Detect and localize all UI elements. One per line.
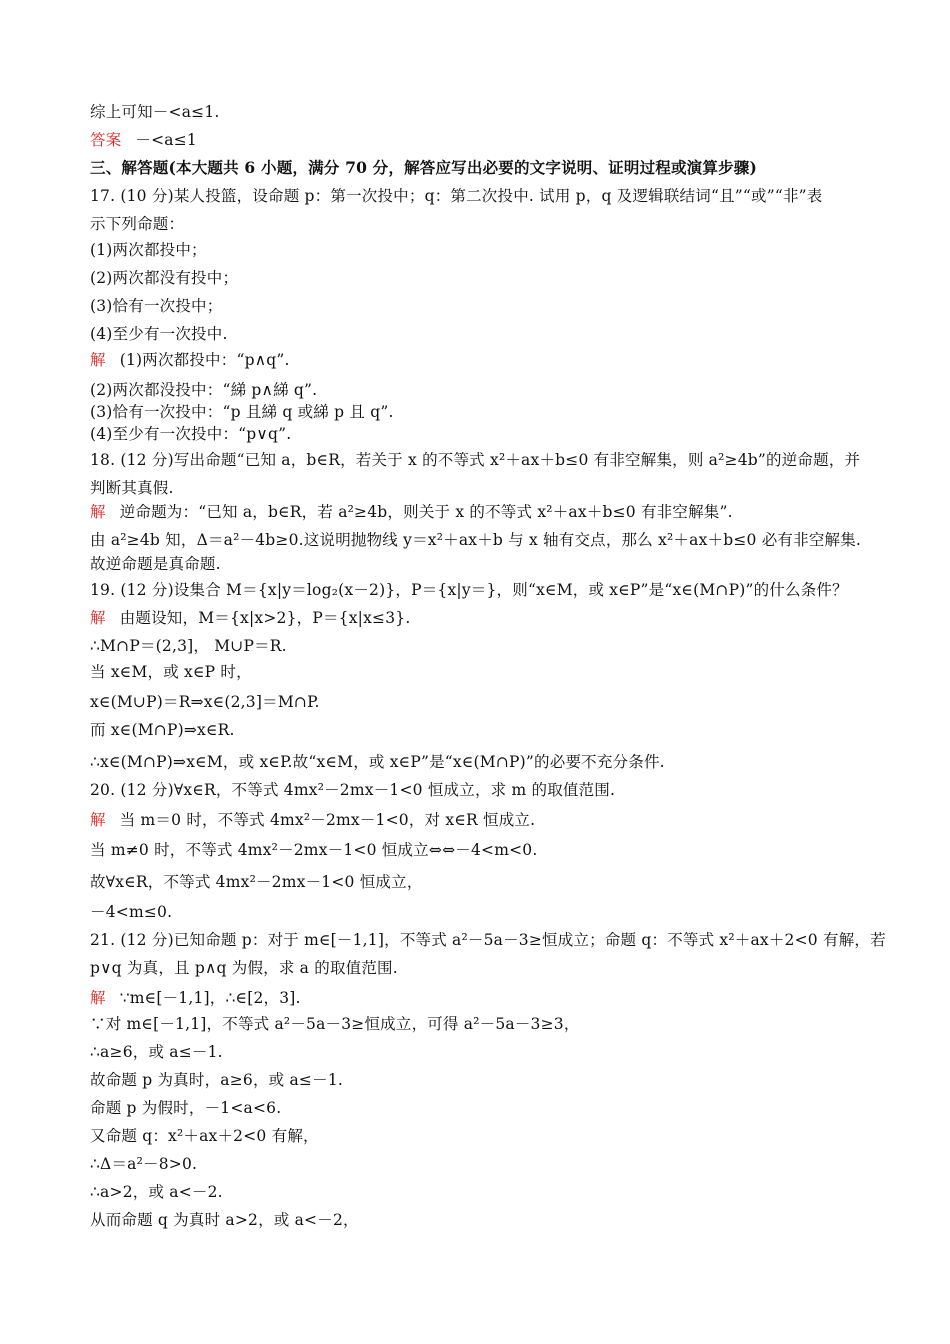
text-line <box>90 350 290 370</box>
line-text: 三、解答题(本大题共 6 小题，满分 70 分，解答应写出必要的文字说明、证明过程或演算步骤) <box>90 158 758 177</box>
text-line <box>90 324 228 344</box>
text-line <box>90 1126 319 1146</box>
text-line <box>90 296 222 316</box>
line-text: 21. (12 分)已知命题 p：对于 m∈[－1,1]，不等式 a²－5a－3≥恒成立；命题 q：不等式 x²＋ax＋2<0 有解，若 <box>90 931 886 949</box>
line-text: 18. (12 分)写出命题“已知 a，b∈R，若关于 x 的不等式 x²＋ax＋b≤0 有非空解集，则 a²≥4b”的逆命题，并 <box>90 451 861 469</box>
text-line <box>90 214 184 234</box>
line-text: ∵对 m∈[－1,1]，不等式 a²－5a－3≥恒成立，可得 a²－5a－3≥3， <box>90 1015 580 1033</box>
line-text: (1)两次都投中； <box>90 241 207 259</box>
text-line <box>90 1154 197 1174</box>
text-line <box>90 502 733 522</box>
line-text: ∴Δ＝a²－8>0. <box>90 1155 198 1173</box>
line-text: (4)至少有一次投中. <box>90 325 228 343</box>
text-line <box>90 872 423 892</box>
line-text: 故命题 p 为真时，a≥6，或 a≤－1. <box>90 1071 344 1089</box>
line-text: 而 x∈(M∩P)⇒x∈R. <box>90 721 235 739</box>
line-text: (2)两次都没有投中； <box>90 269 239 287</box>
text-line <box>90 662 252 682</box>
text-line <box>90 1042 223 1062</box>
text-line <box>90 186 823 206</box>
line-text: (3)恰有一次投中：“p 且綈 q 或綈 p 且 q”. <box>90 403 394 421</box>
text-line <box>90 158 757 178</box>
line-text: －<a≤1 <box>135 131 197 149</box>
line-text: 故逆命题是真命题. <box>90 555 221 573</box>
line-text: (3)恰有一次投中； <box>90 297 223 315</box>
text-line <box>90 1014 580 1034</box>
text-line <box>90 478 174 498</box>
answer-label: 解 <box>90 811 106 829</box>
line-text: p∨q 为真，且 p∧q 为假，求 a 的取值范围. <box>90 959 398 977</box>
line-text: －4<m≤0. <box>90 903 173 921</box>
text-line <box>90 530 861 550</box>
text-line <box>90 1210 359 1230</box>
line-text: 当 m＝0 时，不等式 4mx²－2mx－1<0，对 x∈R 恒成立. <box>119 811 536 829</box>
answer-label: 解 <box>90 989 106 1007</box>
line-text: ∵m∈[－1,1]，∴∈[2，3]. <box>119 989 301 1007</box>
text-line <box>90 1182 223 1202</box>
text-line <box>90 988 301 1008</box>
line-text: 17. (10 分)某人投篮，设命题 p：第一次投中；q：第二次投中. 试用 p，q 及逻辑联结词“且”“或”“非”表 <box>90 187 823 205</box>
line-text: ∴a≥6，或 a≤－1. <box>90 1043 223 1061</box>
text-line <box>90 102 220 122</box>
line-text: 由 a²≥4b 知，Δ＝a²－4b≥0.这说明抛物线 y＝x²＋ax＋b 与 x 轴有交点，那么 x²＋ax＋b≤0 必有非空解集. <box>90 531 862 549</box>
text-line <box>90 554 221 574</box>
line-text: 当 m≠0 时，不等式 4mx²－2mx－1<0 恒成立⇔⇔－4<m<0. <box>90 841 538 859</box>
answer-label: 解 <box>90 351 106 369</box>
line-text: (4)至少有一次投中：“p∨q”. <box>90 425 292 443</box>
line-text: 判断其真假. <box>90 479 174 497</box>
line-text: 由题设知，M＝{x|x>2}，P＝{x|x≤3}. <box>119 609 411 627</box>
line-text: (2)两次都没投中：“綈 p∧綈 q”. <box>90 381 318 399</box>
line-text: 命题 p 为假时，－1<a<6. <box>90 1099 282 1117</box>
answer-label: 解 <box>90 503 106 521</box>
text-line <box>90 780 615 800</box>
text-line <box>90 424 291 444</box>
line-text: 从而命题 q 为真时 a>2，或 a<－2， <box>90 1211 359 1229</box>
line-text: 20. (12 分)∀x∈R，不等式 4mx²－2mx－1<0 恒成立，求 m 的取值范围. <box>90 781 616 799</box>
text-line <box>90 958 398 978</box>
answer-label: 答案 <box>90 131 122 149</box>
text-line <box>90 902 172 922</box>
line-text: 又命题 q：x²＋ax＋2<0 有解， <box>90 1127 319 1145</box>
line-text: 示下列命题： <box>90 215 185 233</box>
text-line <box>90 692 320 712</box>
text-line <box>90 580 848 600</box>
text-line <box>90 1070 343 1090</box>
text-line <box>90 636 287 656</box>
line-text: (1)两次都投中：“p∧q”. <box>119 351 290 369</box>
line-text: ∴x∈(M∩P)⇒x∈M，或 x∈P.故“x∈M，或 x∈P”是“x∈(M∩P)”的必要不充分条件. <box>90 753 665 771</box>
line-text: ∴a>2，或 a<－2. <box>90 1183 223 1201</box>
text-line <box>90 608 411 628</box>
line-text: 当 x∈M，或 x∈P 时， <box>90 663 252 681</box>
line-text: x∈(M∪P)＝R⇒x∈(2,3]＝M∩P. <box>90 693 320 711</box>
text-line <box>90 810 535 830</box>
text-line <box>90 268 238 288</box>
answer-label: 解 <box>90 609 106 627</box>
text-line <box>90 840 537 860</box>
text-line <box>90 1098 281 1118</box>
text-line <box>90 402 394 422</box>
text-line <box>90 720 235 740</box>
text-line <box>90 240 207 260</box>
line-text: 19. (12 分)设集合 M＝{x|y＝log₂(x－2)}，P＝{x|y＝}，则“x∈M，或 x∈P”是“x∈(M∩P)”的什么条件？ <box>90 581 848 599</box>
line-text: 逆命题为：“已知 a，b∈R，若 a²≥4b，则关于 x 的不等式 x²＋ax＋b≤0 有非空解集”. <box>119 503 733 521</box>
text-line <box>90 752 665 772</box>
line-text: ∴M∩P＝(2,3]， M∪P＝R. <box>90 637 287 655</box>
text-line <box>90 930 886 950</box>
text-line <box>90 130 197 150</box>
text-line <box>90 450 860 470</box>
text-line <box>90 380 317 400</box>
line-text: 故∀x∈R，不等式 4mx²－2mx－1<0 恒成立， <box>90 873 423 891</box>
line-text: 综上可知－<a≤1. <box>90 103 220 121</box>
